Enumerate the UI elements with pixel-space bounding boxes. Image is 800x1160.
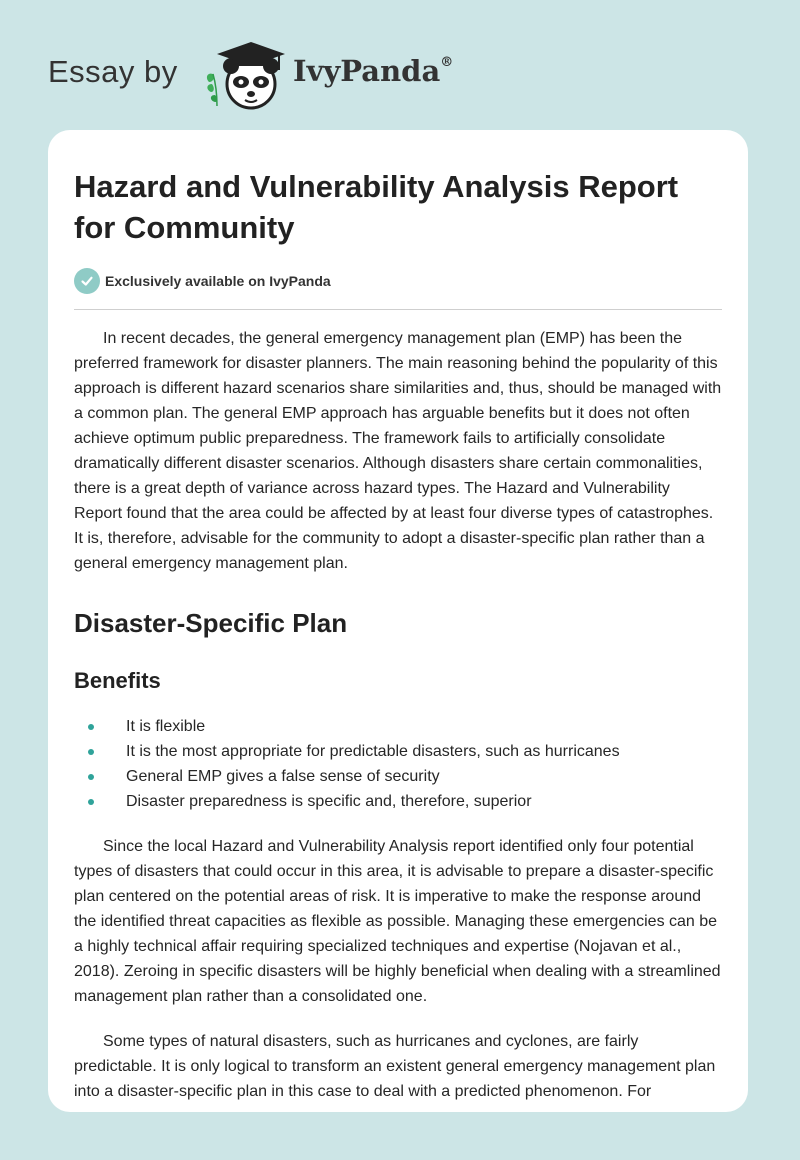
badge-label: Exclusively available on IvyPanda (105, 273, 331, 289)
intro-paragraph: In recent decades, the general emergency management plan (EMP) has been the preferred framework for disaster planners. The main reasoning behind the popularity of this approach is different hazard scenarios share similarities and, thus, should be managed with a common plan. The general EMP approach has arguable benefits but it does not often achieve optimum public preparedness. The framework fails to artificially consolidate dramatically different disaster scenarios. Although disasters share certain commonalities, there is a great depth of variance across hazard types. The Hazard and Vulnerability Report found that the area could be affected by at least four diverse types of catastrophes. It is, therefore, advisable for the community to adopt a disaster-specific plan rather than a general emergency management plan. (74, 330, 722, 572)
bullet-icon (88, 774, 94, 780)
exclusive-badge (74, 268, 722, 294)
check-icon (74, 268, 100, 294)
subheading-benefits: Benefits (74, 668, 161, 693)
essay-by-label: Essay by (48, 54, 178, 89)
essay-title: Hazard and Vulnerability Analysis Report for Community (74, 169, 679, 245)
site-header (48, 32, 748, 112)
panda-logo-icon[interactable] (203, 38, 285, 114)
body-paragraph: Some types of natural disasters, such as hurricanes and cyclones, are fairly predictable. It is only logical to transform an existent general emergency management plan into a disaster-specific plan in this case to deal with a predicted phenomenon. For (74, 1033, 716, 1100)
list-item: It is flexible (74, 714, 722, 739)
essay-card (48, 130, 748, 1112)
section-heading: Disaster-Specific Plan (74, 608, 348, 638)
bullet-icon (88, 724, 94, 730)
list-item: General EMP gives a false sense of security (74, 764, 722, 789)
divider (74, 309, 722, 310)
list-item: It is the most appropriate for predictable disasters, such as hurricanes (74, 739, 722, 764)
benefits-list (74, 714, 722, 814)
brand-name[interactable]: IvyPanda® (293, 54, 454, 88)
bullet-icon (88, 799, 94, 805)
bullet-icon (88, 749, 94, 755)
body-paragraph: Since the local Hazard and Vulnerability Analysis report identified only four potential types of disasters that could occur in this area, it is advisable to prepare a disaster-specific plan centered on the potential areas of risk. It is imperative to make the response around the identified threat capacities as flexible as possible. Managing these emergencies can be a highly technical affair requiring specialized techniques and expertise (Nojavan et al., 2018). Zeroing in specific disasters will be highly beneficial when dealing with a streamlined management plan rather than a consolidated one. (74, 838, 721, 1005)
list-item: Disaster preparedness is specific and, therefore, superior (74, 789, 722, 814)
